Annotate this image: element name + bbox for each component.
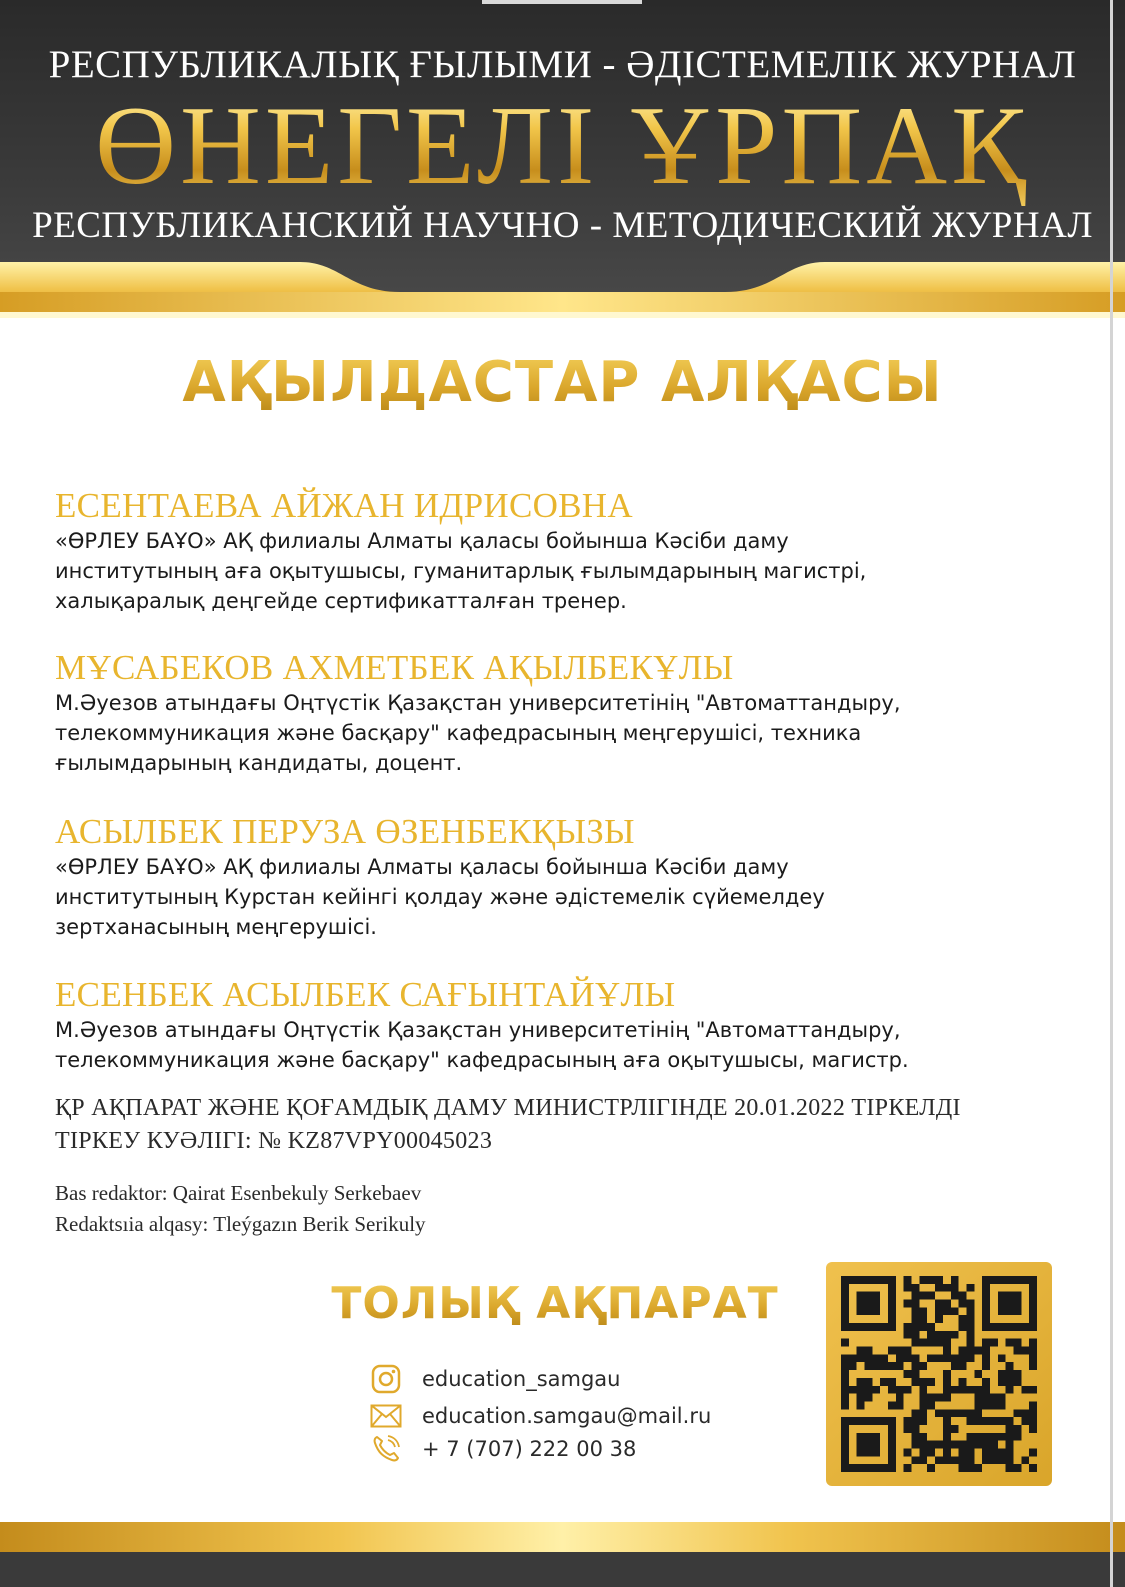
description-line: институтының аға оқытушысы, гуманитарлық ғылымдарының магистрі,	[55, 559, 867, 583]
journal-title: ӨНЕГЕЛІ ҰРПАҚ	[0, 86, 1125, 206]
registration-line: ҚР АҚПАРАТ ЖӘНЕ ҚОҒАМДЫҚ ДАМУ МИНИСТРЛІГІНДЕ 20.01.2022 ТІРКЕЛДІ	[55, 1095, 961, 1121]
member-description	[55, 526, 1075, 616]
council-heading: АҚЫЛДАСТАР АЛҚАСЫ	[0, 350, 1125, 415]
journal-header	[0, 0, 1125, 318]
subtitle-kz: РЕСПУБЛИКАЛЫҚ ҒЫЛЫМИ - ӘДІСТЕМЕЛІК ЖУРНАЛ	[48, 43, 1077, 86]
full-info-heading: ТОЛЫҚ АҚПАРАТ	[320, 1278, 790, 1329]
registration-certificate: ТІРКЕУ КУӘЛІГІ: № KZ87VPY00045023	[55, 1128, 493, 1154]
page-edge	[1110, 0, 1113, 1587]
member-name: ЕСЕНБЕК АСЫЛБЕК САҒЫНТАЙҰЛЫ	[55, 975, 676, 1014]
chief-editor: Bas redaktor: Qairat Esenbekuly Serkebaev	[55, 1181, 422, 1205]
description-line: телекоммуникация және басқару" кафедрасының меңгерушісі, техника	[55, 721, 862, 745]
member-2	[55, 648, 1075, 778]
subtitle-ru: РЕСПУБЛИКАНСКИЙ НАУЧНО - МЕТОДИЧЕСКИЙ ЖУРНАЛ	[32, 205, 1093, 246]
description-line: М.Әуезов атындағы Оңтүстік Қазақстан университетінің "Автоматтандыру,	[55, 1018, 901, 1042]
bottom-dark-band	[0, 1552, 1125, 1587]
member-description	[55, 1015, 1075, 1075]
registration-info	[55, 1092, 1085, 1158]
phone-number[interactable]: + 7 (707) 222 00 38	[422, 1437, 637, 1461]
description-line: институтының Курстан кейінгі қолдау және әдістемелік сүйемелдеу	[55, 885, 825, 909]
contact-email[interactable]	[370, 1401, 711, 1431]
description-line: «ӨРЛЕУ БАҰО» АҚ филиалы Алматы қаласы бойынша Кәсіби даму	[55, 855, 789, 879]
member-3	[55, 812, 1075, 942]
instagram-icon	[370, 1364, 402, 1394]
description-line: халықаралық деңгейде сертификатталған тренер.	[55, 589, 627, 613]
member-name: МҰСАБЕКОВ АХМЕТБЕК АҚЫЛБЕКҰЛЫ	[55, 648, 734, 687]
contact-phone[interactable]	[370, 1434, 636, 1464]
description-line: ғылымдарының кандидаты, доцент.	[55, 751, 463, 775]
bottom-gold-band	[0, 1522, 1125, 1552]
member-description	[55, 852, 1075, 942]
gold-ribbon-decoration	[0, 262, 1125, 318]
qr-code-image	[840, 1276, 1038, 1472]
member-4	[55, 975, 1075, 1075]
mail-icon	[370, 1401, 402, 1431]
member-1	[55, 486, 1075, 616]
editorial-board: Redaktsıia alqasy: Tleýgazın Berik Serikuly	[55, 1212, 426, 1236]
phone-icon	[370, 1434, 402, 1464]
contact-instagram[interactable]	[370, 1364, 620, 1394]
description-line: М.Әуезов атындағы Оңтүстік Қазақстан университетінің "Автоматтандыру,	[55, 691, 901, 715]
qr-code[interactable]	[826, 1262, 1052, 1486]
email-address[interactable]: education.samgau@mail.ru	[422, 1404, 712, 1428]
member-name: ЕСЕНТАЕВА АЙЖАН ИДРИСОВНА	[55, 486, 633, 525]
description-line: «ӨРЛЕУ БАҰО» АҚ филиалы Алматы қаласы бойынша Кәсіби даму	[55, 529, 789, 553]
top-edge-line	[482, 0, 642, 4]
description-line: зертханасының меңгерушісі.	[55, 915, 377, 939]
member-name: АСЫЛБЕК ПЕРУЗА ӨЗЕНБЕКҚЫЗЫ	[55, 812, 635, 851]
description-line: телекоммуникация және басқару" кафедрасының аға оқытушысы, магистр.	[55, 1048, 909, 1072]
instagram-handle[interactable]: education_samgau	[422, 1367, 621, 1391]
member-description	[55, 688, 1075, 778]
editors-info	[55, 1178, 755, 1240]
